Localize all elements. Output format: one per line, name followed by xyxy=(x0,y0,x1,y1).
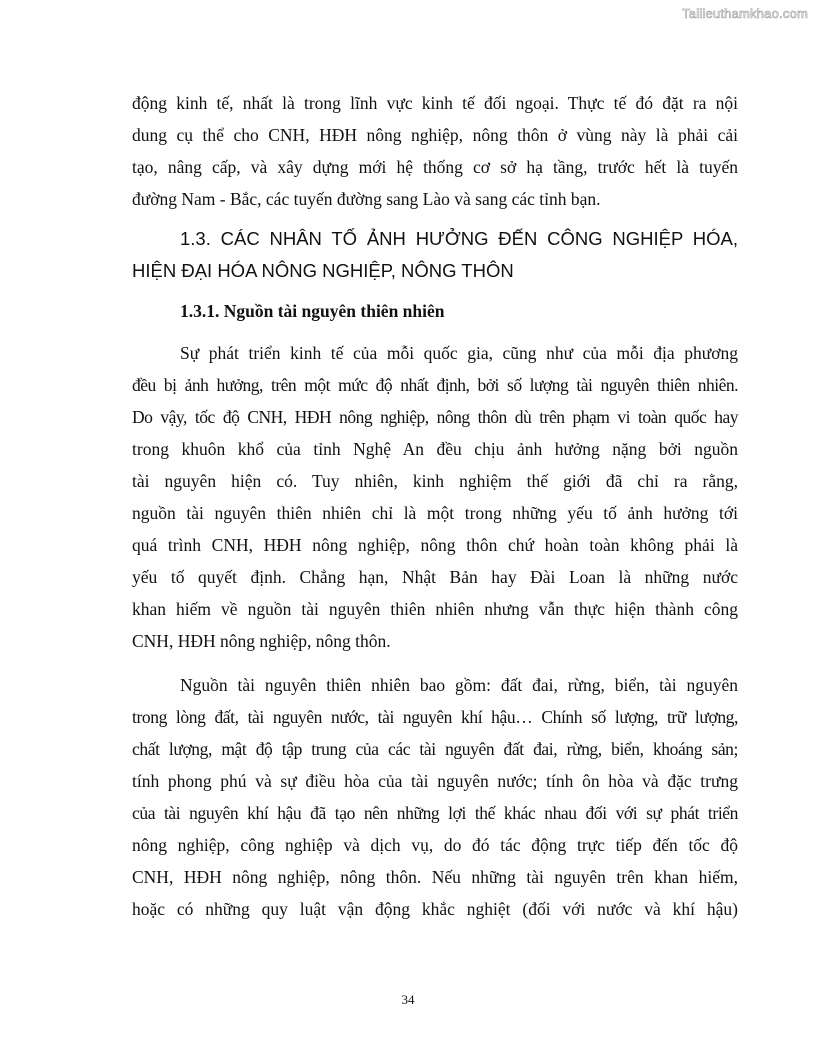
text-line: đường Nam - Bắc, các tuyến đường sang Lào và sang các tỉnh bạn. xyxy=(132,189,601,209)
text-line: của tài nguyên khí hậu đã tạo nên những lợi thế khác nhau đối với sự phát triển xyxy=(132,803,738,823)
text-line: đều bị ảnh hưởng, trên một mức độ nhất định, bởi số lượng tài nguyên thiên nhiên. xyxy=(132,375,738,395)
text-line: Sự phát triển kinh tế của mỗi quốc gia, cũng như của mỗi địa phương xyxy=(180,343,738,363)
heading-line: 1.3. CÁC NHÂN TỐ ẢNH HƯỞNG ĐẾN CÔNG NGHIỆP HÓA, xyxy=(180,228,738,249)
text-line: chất lượng, mật độ tập trung của các tài nguyên đất đai, rừng, biển, khoáng sản; xyxy=(132,739,738,759)
text-line: trong lòng đất, tài nguyên nước, tài nguyên khí hậu… Chính số lượng, trữ lượng, xyxy=(132,707,738,727)
text-line: CNH, HĐH nông nghiệp, nông thôn. Nếu những tài nguyên trên khan hiếm, xyxy=(132,867,738,887)
text-line: Nguồn tài nguyên thiên nhiên bao gồm: đất đai, rừng, biển, tài nguyên xyxy=(180,675,738,695)
text-line: tài nguyên hiện có. Tuy nhiên, kinh nghiệm thế giới đã chỉ ra rằng, xyxy=(132,471,738,491)
text-line: tạo, nâng cấp, và xây dựng mới hệ thống cơ sở hạ tầng, trước hết là tuyến xyxy=(132,157,738,177)
text-line: hoặc có những quy luật vận động khắc nghiệt (đối với nước và khí hậu) xyxy=(132,899,738,919)
text-line: động kinh tế, nhất là trong lĩnh vực kinh tế đối ngoại. Thực tế đó đặt ra nội xyxy=(132,93,738,113)
subsection-heading: 1.3.1. Nguồn tài nguyên thiên nhiên xyxy=(180,301,445,321)
watermark: Tailieuthamkhao.com xyxy=(682,6,808,21)
text-line: khan hiếm về nguồn tài nguyên thiên nhiên nhưng vẫn thực hiện thành công xyxy=(132,599,738,619)
text-line: dung cụ thể cho CNH, HĐH nông nghiệp, nông thôn ở vùng này là phải cải xyxy=(132,125,738,145)
text-line: nguồn tài nguyên thiên nhiên chỉ là một trong những yếu tố ảnh hưởng tới xyxy=(132,503,738,523)
text-line: Do vậy, tốc độ CNH, HĐH nông nghiệp, nông thôn dù trên phạm vi toàn quốc hay xyxy=(132,407,738,427)
text-line: CNH, HĐH nông nghiệp, nông thôn. xyxy=(132,631,391,651)
page-number: 34 xyxy=(401,992,415,1007)
heading-line: HIỆN ĐẠI HÓA NÔNG NGHIỆP, NÔNG THÔN xyxy=(132,260,514,281)
text-line: tính phong phú và sự điều hòa của tài nguyên nước; tính ôn hòa và đặc trưng xyxy=(132,771,738,791)
text-line: nông nghiệp, công nghiệp và dịch vụ, do đó tác động trực tiếp đến tốc độ xyxy=(132,835,738,855)
text-line: yếu tố quyết định. Chẳng hạn, Nhật Bản hay Đài Loan là những nước xyxy=(132,567,738,587)
text-line: trong khuôn khổ của tỉnh Nghệ An đều chịu ảnh hưởng nặng bởi nguồn xyxy=(132,439,738,459)
text-line: quá trình CNH, HĐH nông nghiệp, nông thôn chứ hoàn toàn không phải là xyxy=(132,535,738,555)
